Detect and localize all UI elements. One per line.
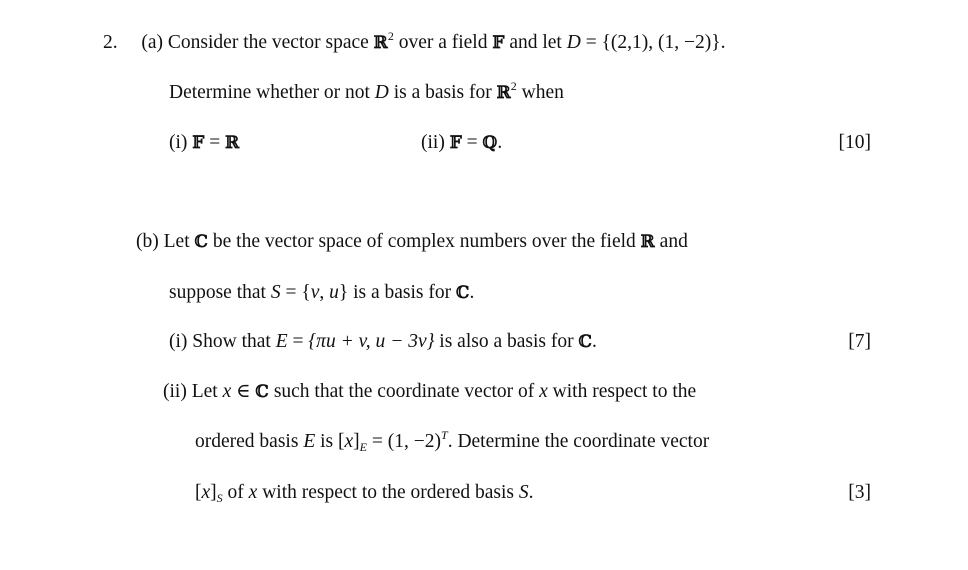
part-b-line-1: (b) Let ℂ be the vector space of complex numbers over the field ℝ and [136,231,688,252]
part-a-case-i: (i) 𝔽 = ℝ [169,132,240,153]
part-b-label: (b) [136,231,159,252]
part-b-line-2: suppose that S = {v, u} is a basis for ℂ. [169,282,475,303]
part-a-label: (a) [141,32,164,53]
set-e: {πu + v, u − 3v} [308,331,435,352]
part-b-ii-line-3: $[x]_S$ of x with respect to the ordered basis S. [195,482,534,505]
part-a-line-1: 2. (a) Consider the vector space ℝ$^2$ over a field 𝔽 and let D = {(2,1), (1, −2)}. [103,29,726,53]
part-b-i-marks: [7] [848,331,871,352]
part-a-case-ii: (ii) 𝔽 = ℚ. [421,132,503,153]
part-b-i: (i) Show that E = {πu + v, u − 3v} is also a basis for ℂ. [169,331,597,352]
part-a-line-2: Determine whether or not D is a basis for ℝ$^2$ when [169,79,564,103]
coordinate-value: (1, −2) [387,431,441,452]
part-b-ii-marks: [3] [848,482,871,503]
part-b-ii-line-2: ordered basis E is $[x]_E = (1$, −2)$^T$. Determine the coordinate vector [195,428,710,454]
question-number: 2. [103,32,118,53]
part-b-ii-line-1: (ii) Let x ∈ ℂ such that the coordinate vector of x with respect to the [163,381,697,402]
set-d: {(2,1), (1, −2)}. [601,32,726,53]
part-a-marks: [10] [838,132,871,153]
